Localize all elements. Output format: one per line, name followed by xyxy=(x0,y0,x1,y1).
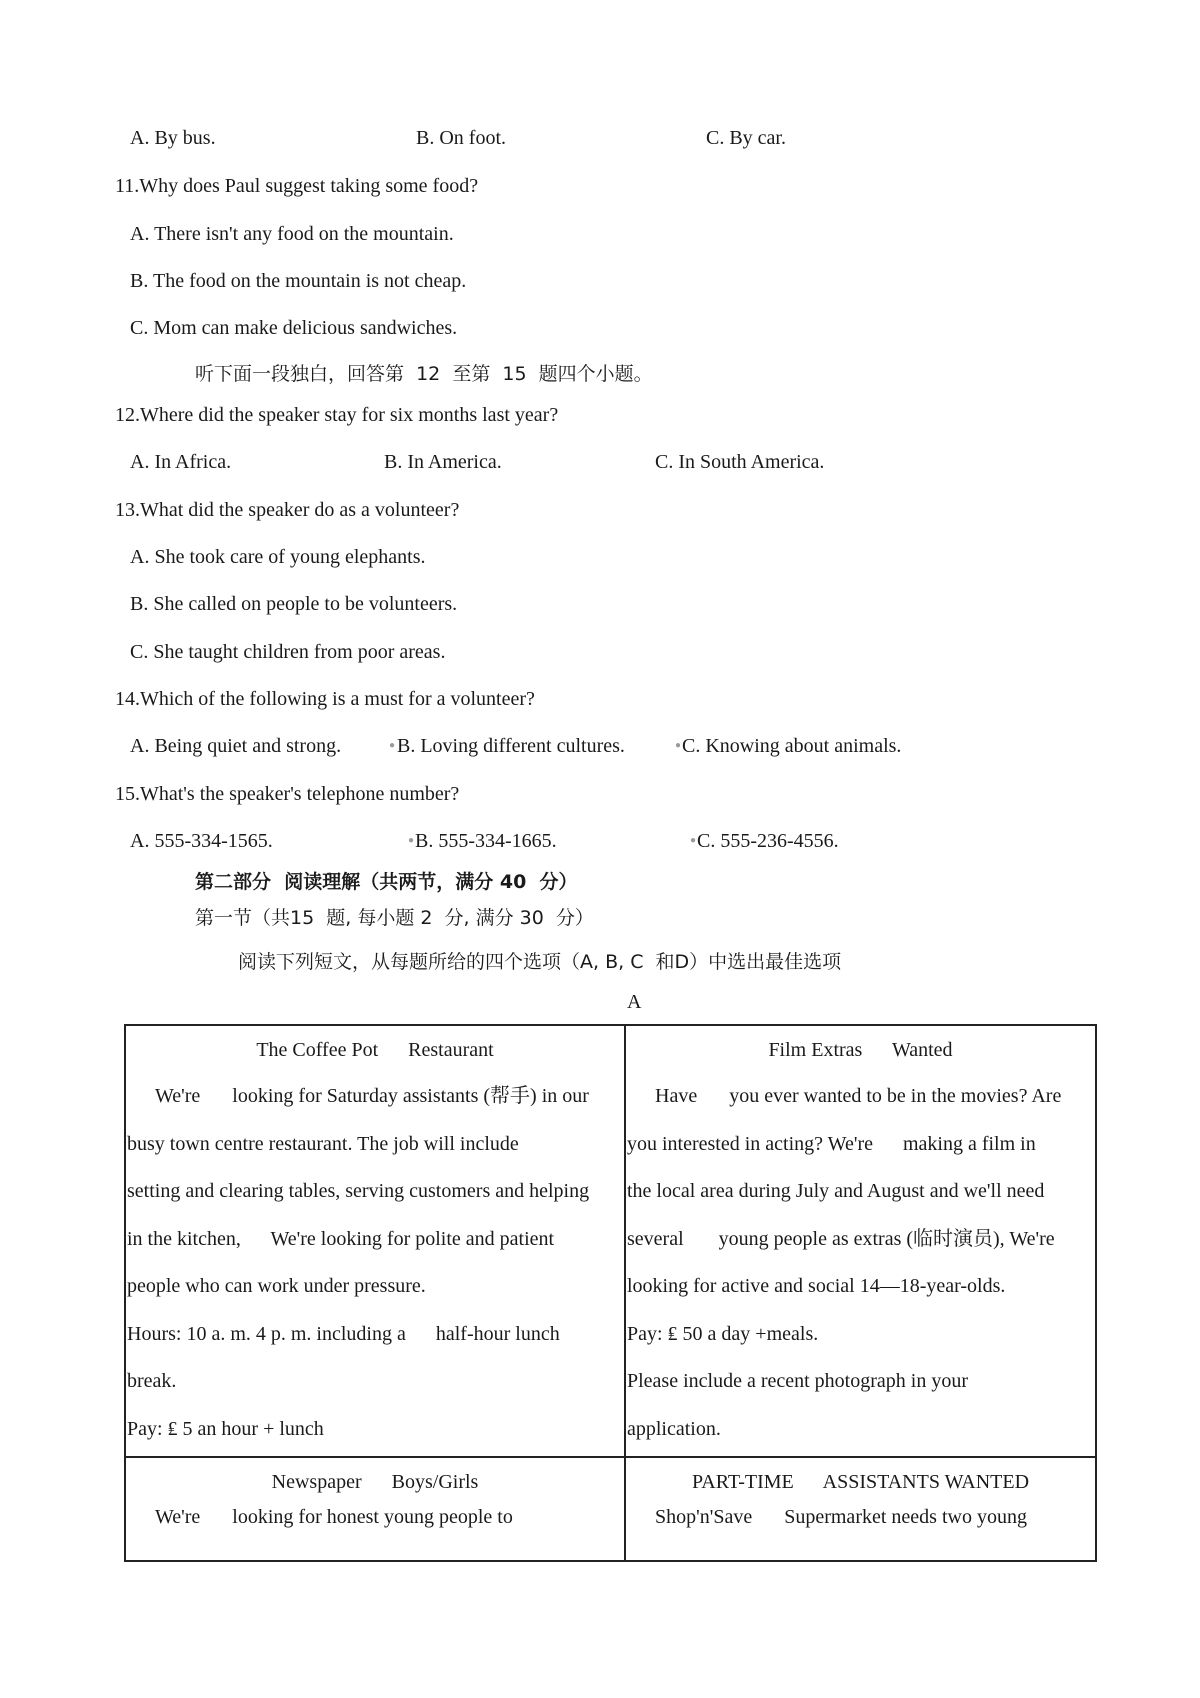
coffee-hours-cont: break. xyxy=(127,1370,177,1392)
film-line1b: you ever wanted to be in the movies? Are xyxy=(729,1085,1062,1107)
film-pay: Pay: ₤ 50 a day +meals. xyxy=(627,1322,819,1345)
q12-question: 12.Where did the speaker stay for six months last year? xyxy=(115,404,559,426)
film-line2: you interested in acting? We're making a film in xyxy=(627,1132,1036,1155)
q10-option-b: B. On foot. xyxy=(416,127,506,149)
q12-option-b: B. In America. xyxy=(384,451,502,473)
q15-question: 15.What's the speaker's telephone number? xyxy=(115,783,460,805)
scan-dot: ● xyxy=(389,740,396,751)
q11-option-c: C. Mom can make delicious sandwiches. xyxy=(130,317,458,339)
q12-option-a: A. In Africa. xyxy=(130,451,232,473)
q14-option-c: C. Knowing about animals. xyxy=(682,735,902,757)
coffee-line4: in the kitchen, We're looking for polite and patient xyxy=(127,1227,555,1250)
q11-option-b: B. The food on the mountain is not cheap. xyxy=(130,270,467,292)
part-time-ad-title: PART-TIME ASSISTANTS WANTED xyxy=(691,1471,1030,1493)
q14-option-b: B. Loving different cultures. xyxy=(397,735,625,757)
q14-question: 14.Which of the following is a must for a volunteer? xyxy=(115,688,535,710)
coffee-pot-ad xyxy=(125,1025,625,1457)
q10-option-a: A. By bus. xyxy=(130,127,216,149)
scan-dot: ● xyxy=(675,740,682,751)
film-photo: Please include a recent photograph in your xyxy=(627,1370,968,1392)
q11-option-a: A. There isn't any food on the mountain. xyxy=(130,223,454,245)
film-line5: looking for active and social 14—18-year-olds. xyxy=(627,1275,1006,1297)
coffee-line1b: looking for Saturday assistants (帮手) in our xyxy=(232,1085,589,1107)
film-line3: the local area during July and August and we'll need xyxy=(627,1180,1045,1202)
reading-instruction: 阅读下列短文，从每题所给的四个选项（A, B, C 和D）中选出最佳选项 xyxy=(238,951,842,973)
film-extras-ad-title: Film Extras Wanted xyxy=(768,1039,953,1061)
coffee-line2: busy town centre restaurant. The job will include xyxy=(127,1132,519,1155)
film-line1a: Have xyxy=(655,1085,698,1107)
q15-option-c: C. 555-236-4556. xyxy=(697,830,839,852)
film-line4: several young people as extras (临时演员), We're xyxy=(627,1227,1055,1250)
parttime-line1a: Shop'n'Save xyxy=(655,1506,753,1528)
newspaper-ad xyxy=(125,1457,625,1561)
newspaper-line1a: We're xyxy=(155,1506,201,1528)
film-photo-cont: application. xyxy=(627,1417,721,1440)
coffee-hours: Hours: 10 a. m. 4 p. m. including a half-hour lunch xyxy=(127,1322,560,1345)
q11-question: 11.Why does Paul suggest taking some food? xyxy=(115,175,479,197)
passage-label: A xyxy=(627,991,642,1013)
reading-section-title: 第一节（共15 题, 每小题 2 分, 满分 30 分） xyxy=(195,907,594,929)
reading-part-title: 第二部分 阅读理解（共两节，满分 40 分） xyxy=(195,871,578,893)
newspaper-line1b: looking for honest young people to xyxy=(232,1506,513,1528)
film-extras-ad xyxy=(625,1025,1096,1457)
q13-question: 13.What did the speaker do as a volunteer? xyxy=(115,499,460,521)
q12-option-c: C. In South America. xyxy=(655,451,825,473)
q14-option-a: A. Being quiet and strong. xyxy=(130,735,342,757)
coffee-line1a: We're xyxy=(155,1085,201,1107)
scan-dot: ● xyxy=(408,835,415,846)
coffee-pay: Pay: ₤ 5 an hour + lunch xyxy=(127,1417,324,1440)
coffee-line3: setting and clearing tables, serving customers and helping xyxy=(127,1180,590,1202)
q13-option-a: A. She took care of young elephants. xyxy=(130,546,426,568)
parttime-line1b: Supermarket needs two young xyxy=(784,1506,1027,1528)
scan-dot: ● xyxy=(690,835,697,846)
q15-option-a: A. 555-334-1565. xyxy=(130,830,273,852)
coffee-line5: people who can work under pressure. xyxy=(127,1275,426,1297)
q15-option-b: B. 555-334-1665. xyxy=(415,830,557,852)
newspaper-ad-title: Newspaper Boys/Girls xyxy=(271,1471,479,1493)
q13-option-c: C. She taught children from poor areas. xyxy=(130,641,446,663)
ads-table xyxy=(124,1024,1097,1562)
coffee-pot-ad-title: The Coffee Pot Restaurant xyxy=(256,1039,494,1061)
part-time-ad xyxy=(625,1457,1096,1561)
monologue-instruction: 听下面一段独白，回答第 12 至第 15 题四个小题。 xyxy=(195,363,653,385)
q13-option-b: B. She called on people to be volunteers. xyxy=(130,593,458,615)
q10-option-c: C. By car. xyxy=(706,127,786,149)
